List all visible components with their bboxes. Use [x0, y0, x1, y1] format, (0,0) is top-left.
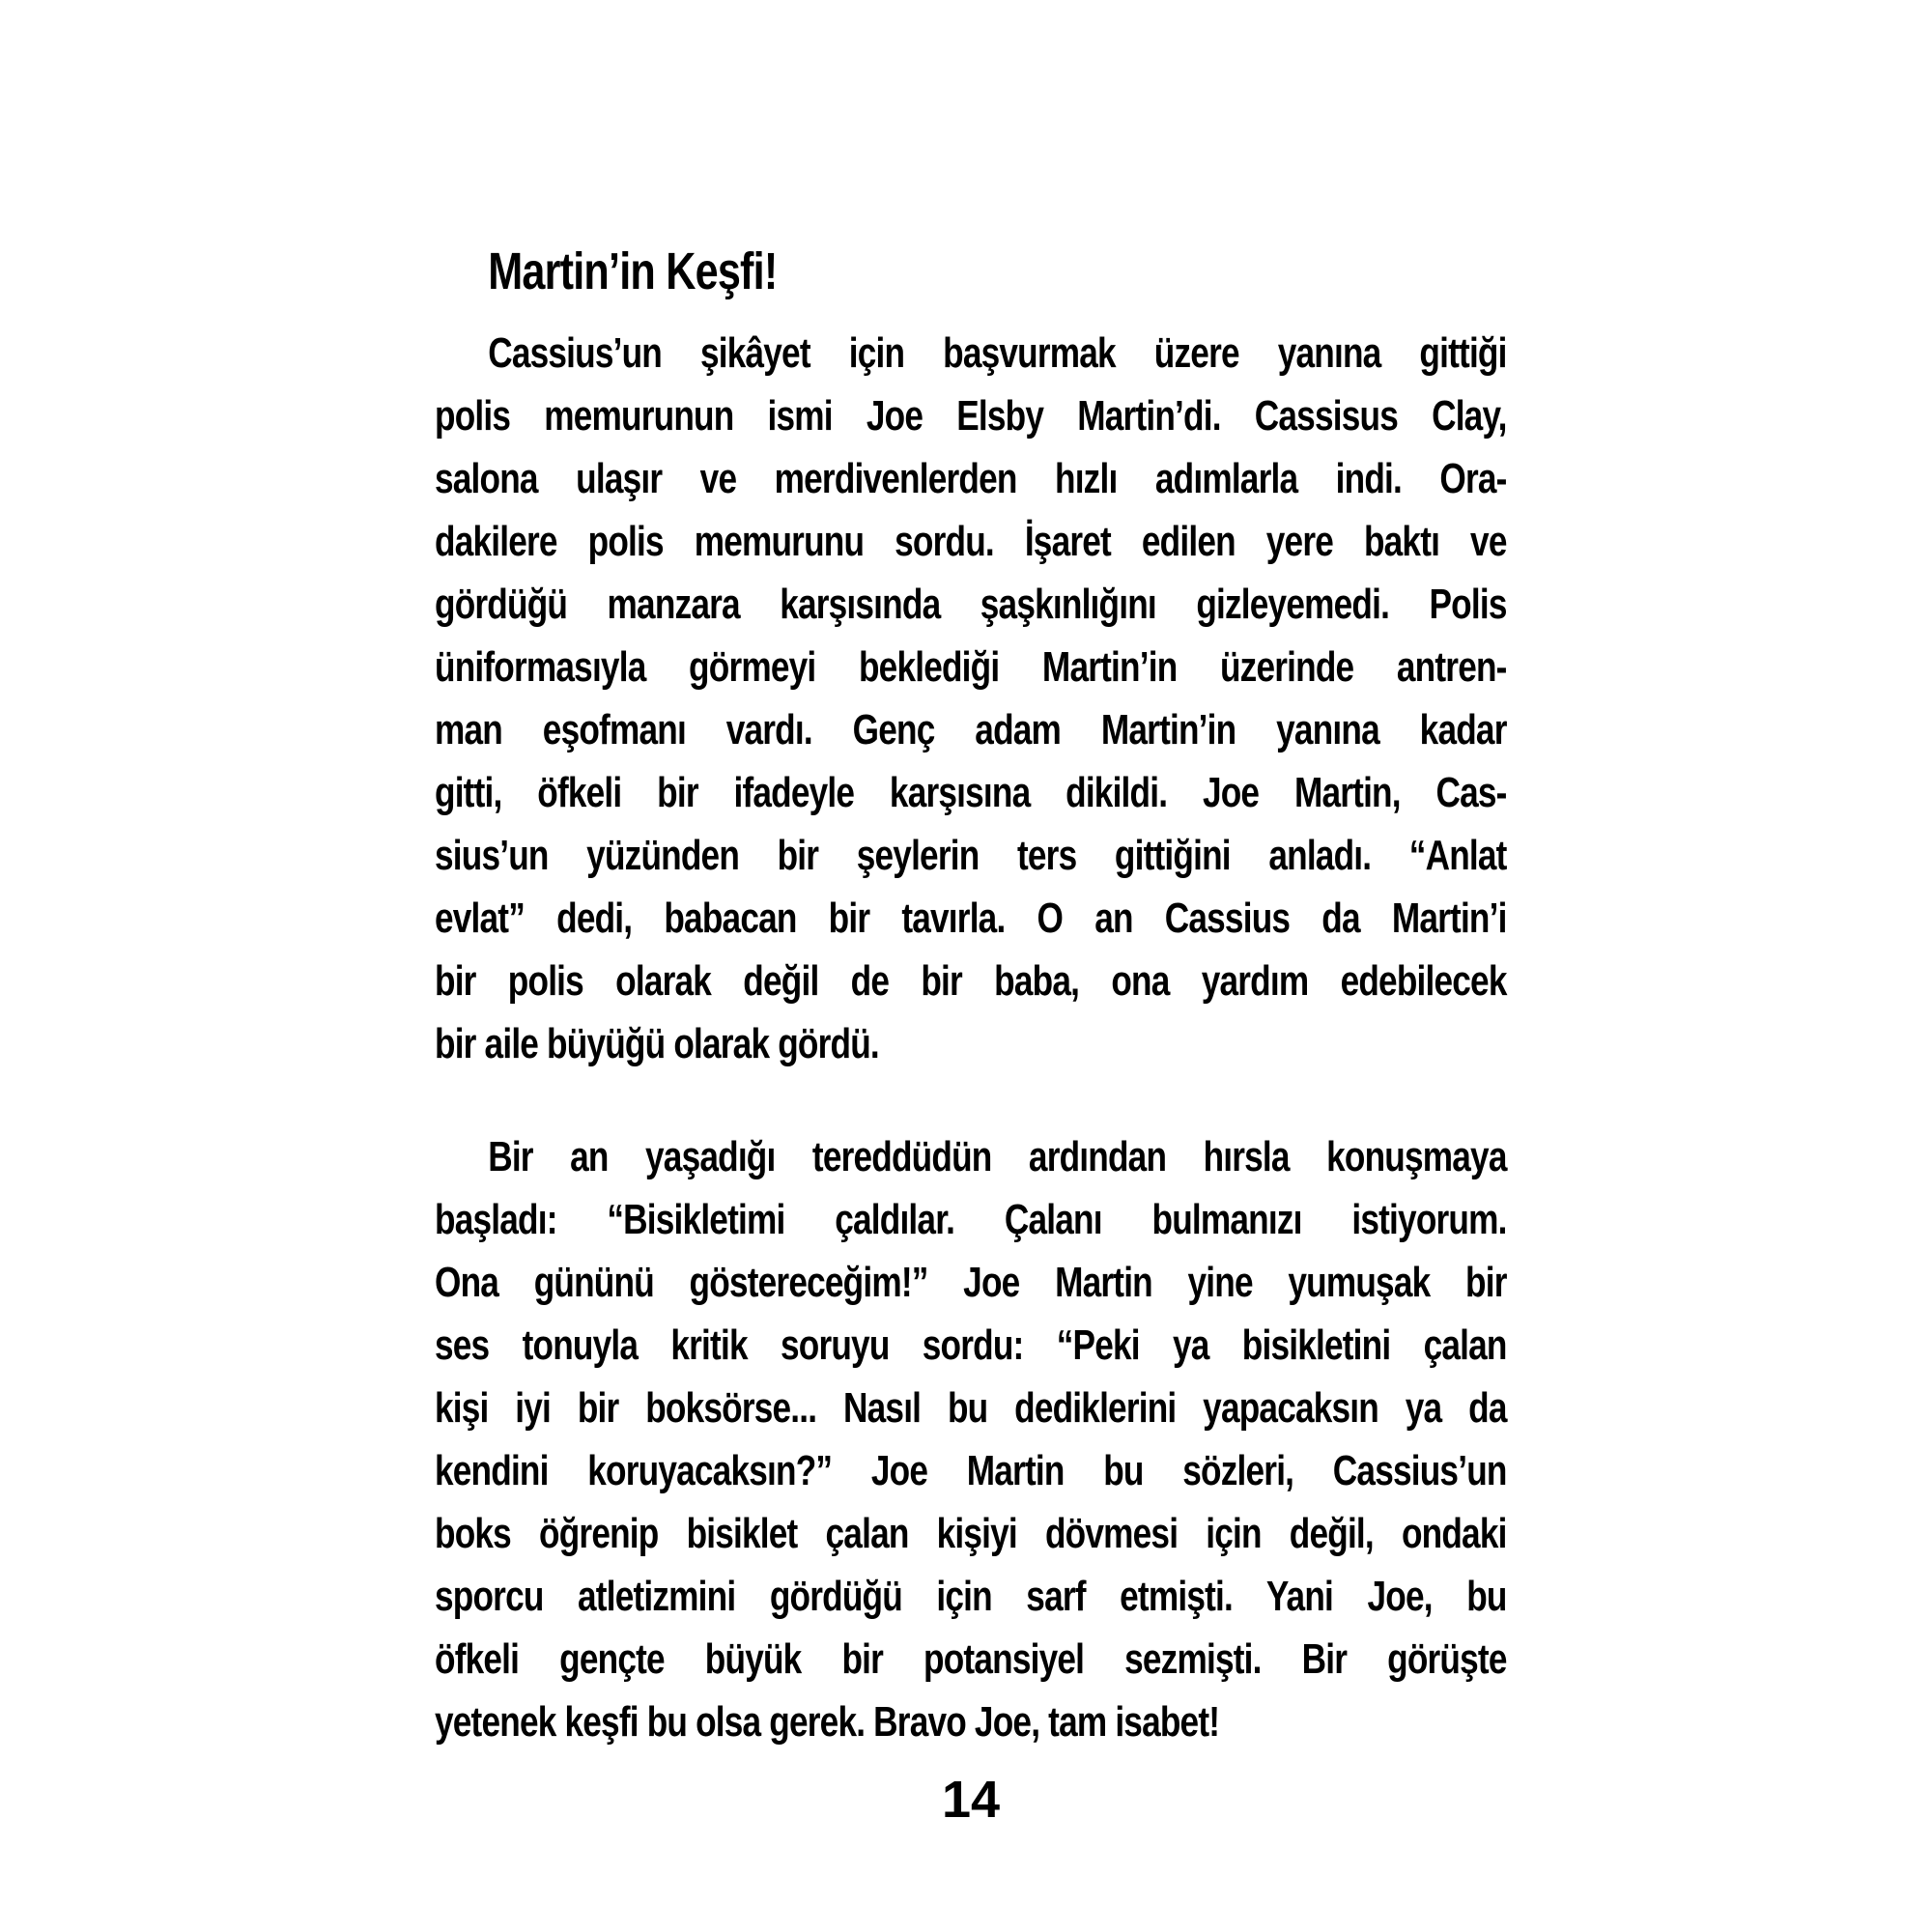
text-line: ses tonuyla kritik soruyu sordu: “Peki ya bisikletini çalan: [435, 1321, 1507, 1370]
text-line: boks öğrenip bisiklet çalan kişiyi dövmesi için değil, ondaki: [435, 1510, 1507, 1558]
text-line: Bir an yaşadığı tereddüdün ardından hırsla konuşmaya: [488, 1133, 1507, 1181]
paragraph: [435, 1125, 1507, 1753]
text-line: dakilere polis memurunu sordu. İşaret edilen yere baktı ve: [435, 518, 1507, 566]
text-line: sporcu atletizmini gördüğü için sarf etmişti. Yani Joe, bu: [435, 1573, 1507, 1621]
text-line: başladı: “Bisikletimi çaldılar. Çalanı bulmanızı istiyorum.: [435, 1196, 1507, 1244]
text-line: bir polis olarak değil de bir baba, ona yardım edebilecek: [435, 957, 1507, 1006]
text-line: gitti, öfkeli bir ifadeyle karşısına dikildi. Joe Martin, Cas-: [435, 769, 1507, 817]
page-number: 14: [941, 1771, 1001, 1829]
text-block: [435, 243, 1507, 1753]
text-line: yetenek keşfi bu olsa gerek. Bravo Joe, tam isabet!: [435, 1698, 1220, 1747]
text-line: man eşofmanı vardı. Genç adam Martin’in yanına kadar: [435, 706, 1507, 754]
text-line: Ona gününü göstereceğim!” Joe Martin yine yumuşak bir: [435, 1259, 1507, 1307]
paragraph: [435, 322, 1507, 1075]
text-column: [435, 243, 1507, 1753]
text-line: üniformasıyla görmeyi beklediği Martin’in üzerinde antren-: [435, 643, 1507, 692]
text-line: evlat” dedi, babacan bir tavırla. O an Cassius da Martin’i: [435, 895, 1507, 943]
page-title: Martin’in Keşfi!: [488, 242, 778, 300]
body-text: [435, 322, 1507, 1753]
text-line: gördüğü manzara karşısında şaşkınlığını gizleyemedi. Polis: [435, 581, 1507, 629]
text-line: sius’un yüzünden bir şeylerin ters gittiğini anladı. “Anlat: [435, 832, 1507, 880]
text-line: polis memurunun ismi Joe Elsby Martin’di. Cassisus Clay,: [435, 392, 1507, 440]
text-line: öfkeli gençte büyük bir potansiyel sezmişti. Bir görüşte: [435, 1635, 1507, 1684]
text-line: bir aile büyüğü olarak gördü.: [435, 1020, 879, 1068]
text-line: salona ulaşır ve merdivenlerden hızlı adımlarla indi. Ora-: [435, 455, 1507, 503]
text-line: kişi iyi bir boksörse... Nasıl bu dediklerini yapacaksın ya da: [435, 1384, 1507, 1433]
text-line: kendini koruyacaksın?” Joe Martin bu sözleri, Cassius’un: [435, 1447, 1507, 1495]
text-line: Cassius’un şikâyet için başvurmak üzere yanına gittiği: [488, 329, 1507, 378]
